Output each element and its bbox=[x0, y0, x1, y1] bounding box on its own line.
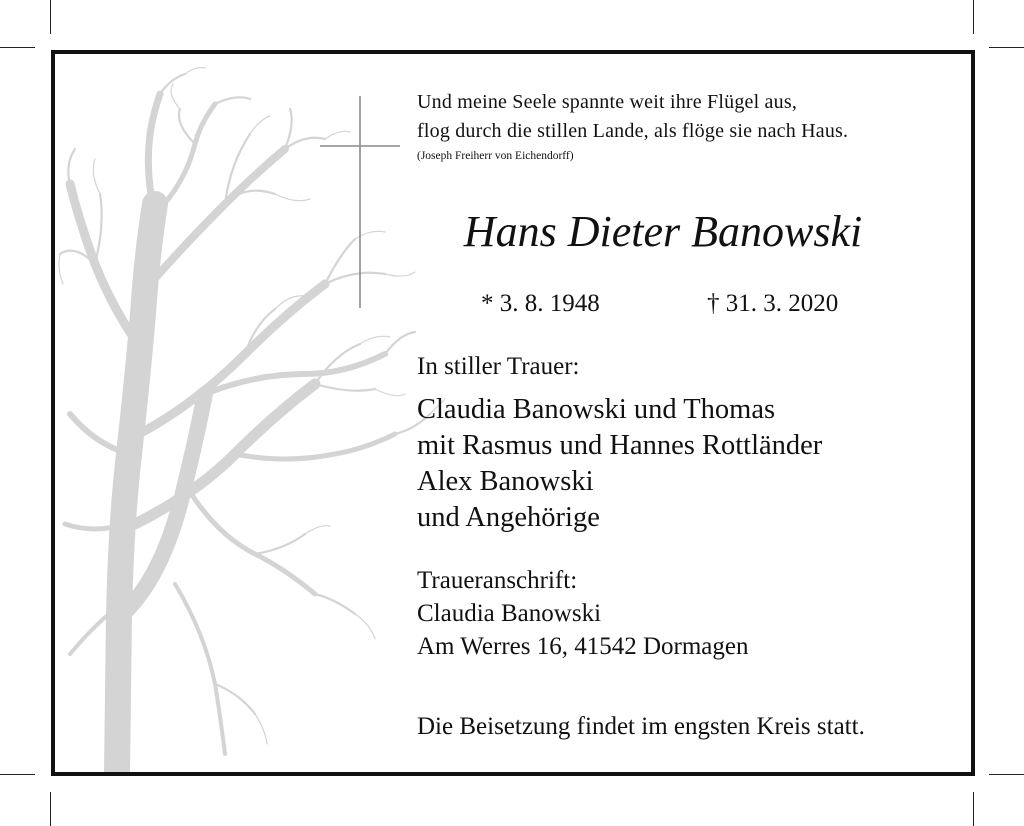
obituary-frame bbox=[51, 50, 975, 776]
funeral-note: Die Beisetzung findet im engsten Kreis statt. bbox=[417, 713, 865, 740]
crop-mark bbox=[973, 0, 974, 34]
crop-mark bbox=[973, 792, 974, 826]
quote-line-2: flog durch die stillen Lande, als flöge sie nach Haus. bbox=[417, 120, 849, 142]
mourner-line: mit Rasmus und Hannes Rottländer bbox=[417, 430, 823, 461]
quote-line-1: Und meine Seele spannte weit ihre Flügel aus, bbox=[417, 91, 798, 113]
mourning-heading: In stiller Trauer: bbox=[417, 353, 580, 380]
mourner-line: Alex Banowski bbox=[417, 466, 594, 497]
mourner-line: und Angehörige bbox=[417, 502, 600, 533]
address-name: Claudia Banowski bbox=[417, 600, 602, 627]
quote-source: (Joseph Freiherr von Eichendorff) bbox=[417, 150, 574, 162]
cross-icon bbox=[320, 96, 400, 308]
crop-mark bbox=[0, 47, 35, 48]
crop-mark bbox=[989, 47, 1024, 48]
crop-mark bbox=[0, 774, 35, 775]
crop-mark bbox=[50, 792, 51, 826]
address-heading: Traueranschrift: bbox=[417, 567, 578, 594]
mourner-line: Claudia Banowski und Thomas bbox=[417, 394, 776, 425]
address-street: Am Werres 16, 41542 Dormagen bbox=[417, 633, 749, 660]
death-date: † 31. 3. 2020 bbox=[707, 290, 839, 317]
crop-mark bbox=[989, 774, 1024, 775]
deceased-name: Hans Dieter Banowski bbox=[463, 207, 863, 256]
crop-mark bbox=[50, 0, 51, 34]
birth-date: * 3. 8. 1948 bbox=[481, 290, 600, 317]
